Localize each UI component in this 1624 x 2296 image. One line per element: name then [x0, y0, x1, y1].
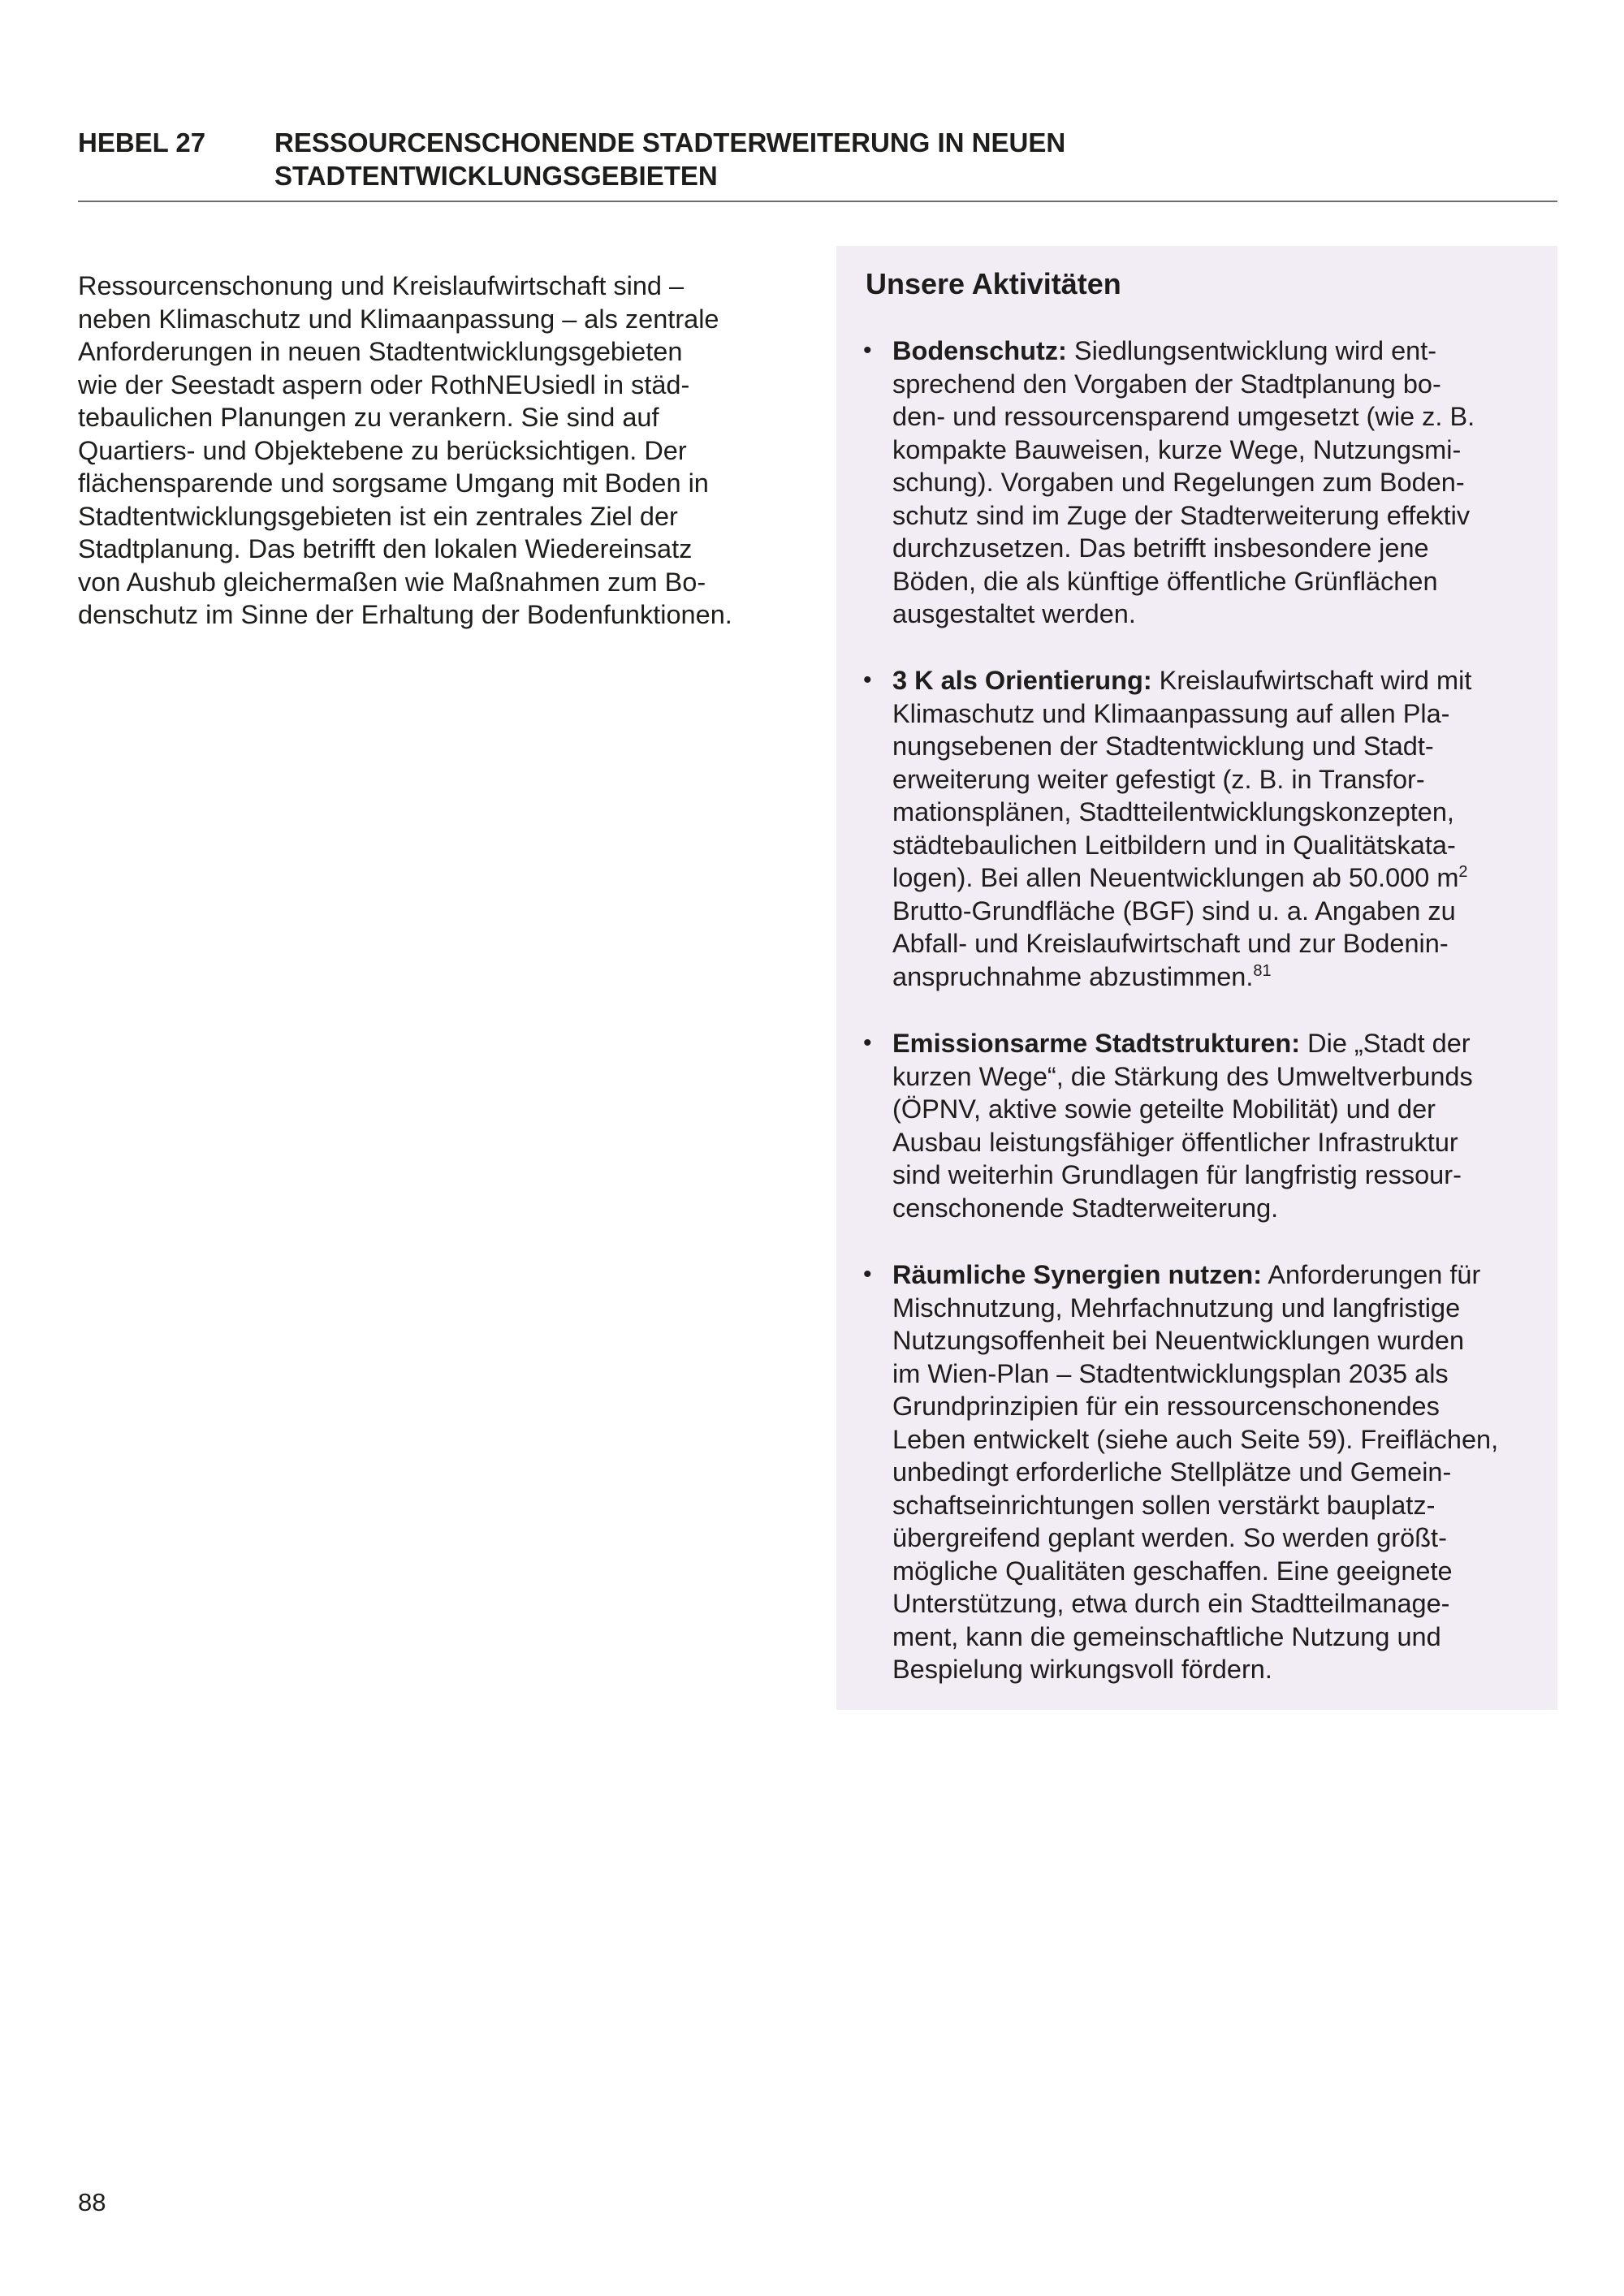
activity-line [892, 960, 1542, 994]
activity-first-line [892, 664, 1542, 697]
section-title-line-1: RESSOURCENSCHONENDE STADTERWEITERUNG IN NEUEN [274, 127, 1066, 158]
activity-line: kompakte Bauweisen, kurze Wege, Nutzungsmi- [892, 434, 1462, 464]
activity-line: unbedingt erforderliche Stellplätze und Gemein- [892, 1457, 1452, 1487]
activities-heading: Unsere Aktivitäten [866, 267, 1121, 300]
activity-line: schaftseinrichtungen sollen verstärkt bauplatz- [892, 1490, 1436, 1520]
activity-line: Brutto-Grundfläche (BGF) sind u. a. Angaben zu [892, 896, 1456, 926]
activity-line: Bespielung wirkungsvoll fördern. [892, 1655, 1272, 1684]
activity-line: nungsebenen der Stadtentwicklung und Stadt- [892, 732, 1434, 761]
intro-line: Anforderungen in neuen Stadtentwicklungsgebieten [78, 337, 683, 366]
lever-label: HEBEL 27 [78, 127, 206, 158]
intro-line: neben Klimaschutz und Klimaanpassung – als zentrale [78, 304, 719, 334]
activity-line: kurzen Wege“, die Stärkung des Umweltverbunds [892, 1061, 1473, 1091]
intro-line: tebaulichen Planungen zu verankern. Sie sind auf [78, 403, 659, 432]
activity-line: erweiterung weiter gefestigt (z. B. in Transfor- [892, 764, 1425, 794]
activity-line: schung). Vorgaben und Regelungen zum Boden- [892, 468, 1465, 497]
activity-line: censchonende Stadterweiterung. [892, 1193, 1279, 1223]
footnote-reference: 81 [1253, 961, 1272, 980]
activity-line: (ÖPNV, aktive sowie geteilte Mobilität) und der [892, 1094, 1436, 1124]
activity-title: 3 K als Orientierung: [892, 666, 1152, 695]
activity-item-emissionsarm [863, 1027, 1542, 1224]
activity-line: Klimaschutz und Klimaanpassung auf allen Pla- [892, 698, 1450, 728]
activity-line: Mischnutzung, Mehrfachnutzung und langfristige [892, 1293, 1461, 1323]
bullet-icon: • [863, 667, 872, 693]
activity-line: ment, kann die gemeinschaftliche Nutzung und [892, 1621, 1441, 1651]
activity-line [892, 861, 1542, 895]
activity-line-text: logen). Bei allen Neuentwicklungen ab 50.000 m [892, 863, 1459, 892]
section-title [274, 126, 1411, 192]
page-number: 88 [78, 2188, 106, 2216]
area-superscript: 2 [1458, 863, 1468, 882]
activity-text: Die „Stadt der [1300, 1029, 1471, 1058]
activity-line: übergreifend geplant werden. So werden größt- [892, 1523, 1447, 1552]
activity-line: im Wien-Plan – Stadtentwicklungsplan 2035 als [892, 1358, 1449, 1388]
intro-paragraph [78, 270, 793, 632]
activity-item-bodenschutz [863, 334, 1542, 631]
activity-line: sprechend den Vorgaben der Stadtplanung bo- [892, 369, 1441, 399]
page-header [78, 126, 1557, 202]
activity-line: mögliche Qualitäten geschaffen. Eine geeignete [892, 1556, 1453, 1586]
activity-first-line [892, 1027, 1542, 1060]
intro-line: Stadtplanung. Das betrifft den lokalen Wiedereinsatz [78, 534, 693, 563]
intro-line: denschutz im Sinne der Erhaltung der Bodenfunktionen. [78, 600, 732, 629]
activity-line: Nutzungsoffenheit bei Neuentwicklungen wurden [892, 1326, 1465, 1355]
activity-line: mationsplänen, Stadtteilentwicklungskonzepten, [892, 797, 1454, 826]
activity-line: Unterstützung, etwa durch ein Stadtteilmanage- [892, 1589, 1450, 1618]
activity-text: Siedlungsentwicklung wird ent- [1066, 336, 1437, 365]
intro-line: Quartiers- und Objektebene zu berücksichtigen. Der [78, 435, 687, 465]
section-title-line-2: STADTENTWICKLUNGSGEBIETEN [274, 161, 718, 191]
bullet-icon: • [863, 1029, 872, 1056]
activity-line: städtebaulichen Leitbildern und in Qualitätskata- [892, 830, 1456, 860]
activity-line: ausgestaltet werden. [892, 599, 1136, 628]
activity-title: Bodenschutz: [892, 336, 1067, 365]
intro-line: Stadtentwicklungsgebieten ist ein zentrales Ziel der [78, 501, 678, 531]
activity-title: Emissionsarme Stadtstrukturen: [892, 1029, 1301, 1058]
intro-line: von Aushub gleichermaßen wie Maßnahmen zum Bo- [78, 567, 706, 597]
activity-item-synergien [863, 1258, 1542, 1686]
activity-line: Leben entwickelt (siehe auch Seite 59). Freiflächen, [892, 1424, 1499, 1454]
bullet-icon: • [863, 337, 872, 364]
intro-line: wie der Seestadt aspern oder RothNEUsiedl in städ- [78, 369, 690, 399]
activity-line: sind weiterhin Grundlagen für langfristig ressour- [892, 1160, 1462, 1189]
activity-line: Abfall- und Kreislaufwirtschaft und zur Bodenin- [892, 929, 1449, 958]
activity-line: Böden, die als künftige öffentliche Grünflächen [892, 566, 1438, 596]
activity-item-3k [863, 664, 1542, 993]
activity-first-line [892, 334, 1542, 368]
intro-line: flächensparende und sorgsame Umgang mit Boden in [78, 468, 709, 498]
bullet-icon: • [863, 1261, 872, 1288]
activity-line: Ausbau leistungsfähiger öffentlicher Infrastruktur [892, 1127, 1458, 1157]
activity-text: Kreislaufwirtschaft wird mit [1151, 666, 1472, 695]
activity-text: Anforderungen für [1262, 1260, 1481, 1289]
activity-line-text: anspruchnahme abzustimmen. [892, 961, 1254, 991]
activity-line: schutz sind im Zuge der Stadterweiterung effektiv [892, 500, 1471, 530]
activity-line: den- und ressourcensparend umgesetzt (wie z. B. [892, 402, 1475, 431]
intro-line: Ressourcenschonung und Kreislaufwirtschaft sind – [78, 271, 685, 300]
activity-line: Grundprinzipien für ein ressourcenschonendes [892, 1392, 1440, 1421]
activity-first-line [892, 1258, 1542, 1292]
activity-line: durchzusetzen. Das betrifft insbesondere jene [892, 533, 1429, 563]
activity-title: Räumliche Synergien nutzen: [892, 1260, 1263, 1289]
activities-box [836, 246, 1557, 1710]
